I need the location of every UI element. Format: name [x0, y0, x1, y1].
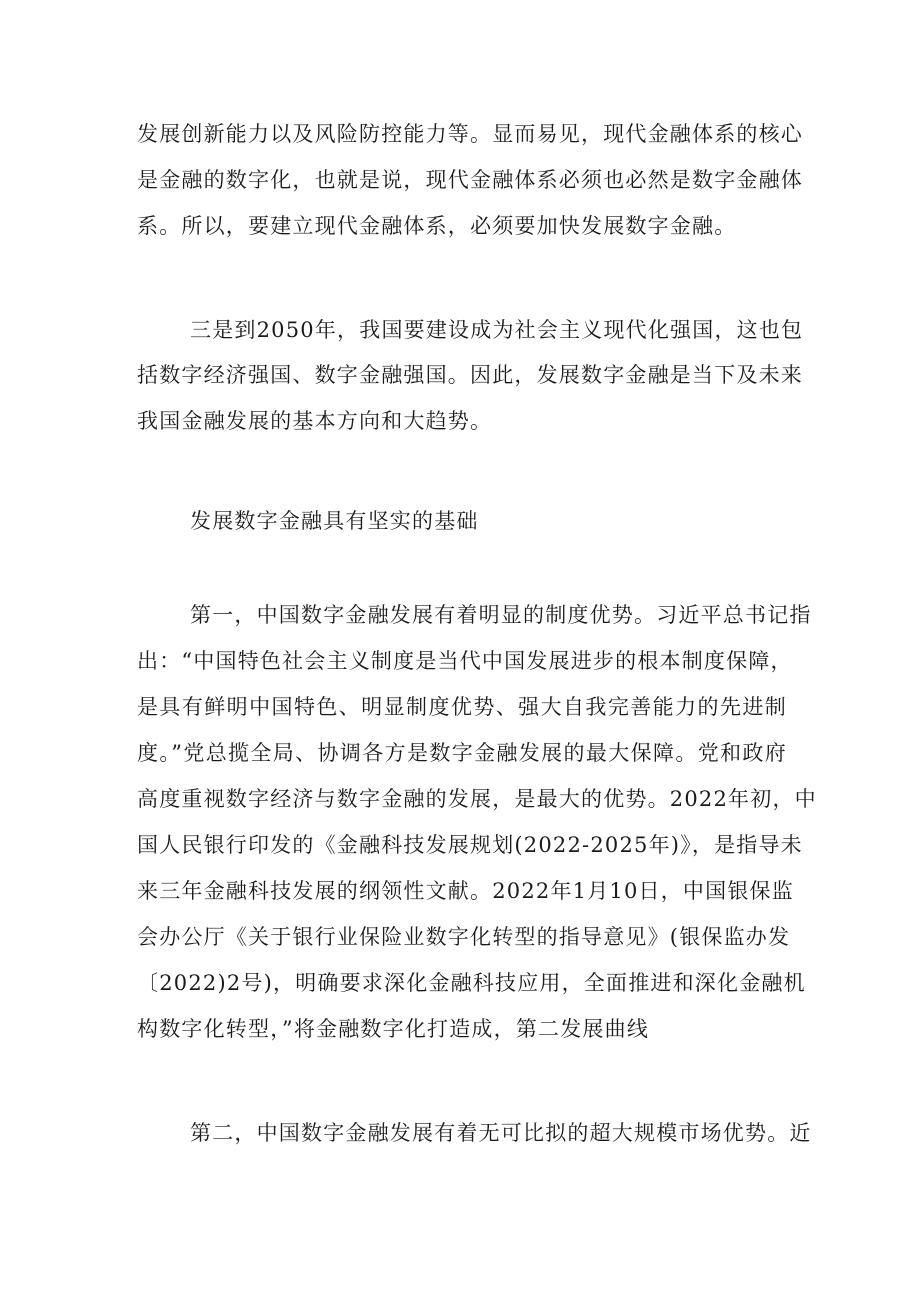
paragraph-line: 第一，中国数字金融发展有着明显的制度优势。习近平总书记指 [190, 603, 812, 627]
paragraph-line: 国人民银行印发的《金融科技发展规划(2022-2025年)》，是指导未 [137, 833, 803, 857]
paragraph-line: 是金融的数字化，也就是说，现代金融体系必须也必然是数字金融体 [137, 168, 803, 192]
paragraph-line: 三是到2050年，我国要建设成为社会主义现代化强国，这也包 [190, 318, 804, 342]
paragraph-line: 是具有鲜明中国特色、明显制度优势、强大自我完善能力的先进制 [137, 695, 787, 719]
paragraph-line: 〔2022)2号)，明确要求深化金融科技应用，全面推进和深化金融机 [137, 971, 806, 995]
paragraph-line: 度。”党总揽全局、协调各方是数字金融发展的最大保障。党和政府 [137, 741, 787, 765]
paragraph-line: 来三年金融科技发展的纲领性文献。2022年1月10日，中国银保监 [137, 879, 794, 903]
paragraph-line: 高度重视数字经济与数字金融的发展，是最大的优势。2022年初，中 [137, 787, 817, 811]
paragraph-line: 我国金融发展的基本方向和大趋势。 [137, 409, 493, 433]
paragraph-line: 发展创新能力以及风险防控能力等。显而易见，现代金融体系的核心 [137, 122, 803, 146]
paragraph-line: 出：“中国特色社会主义制度是当代中国发展进步的根本制度保障， [137, 649, 793, 673]
paragraph-line: 构数字化转型，”将金融数字化打造成，第二发展曲线 [137, 1017, 650, 1041]
section-heading: 发展数字金融具有坚实的基础 [190, 509, 479, 533]
paragraph-line: 系。所以，要建立现代金融体系，必须要加快发展数字金融。 [137, 214, 737, 238]
paragraph-line: 会办公厅《关于银行业保险业数字化转型的指导意见》(银保监办发 [137, 925, 791, 949]
paragraph-line: 括数字经济强国、数字金融强国。因此，发展数字金融是当下及未来 [137, 363, 803, 387]
paragraph-line: 第二，中国数字金融发展有着无可比拟的超大规模市场优势。近 [190, 1121, 812, 1145]
